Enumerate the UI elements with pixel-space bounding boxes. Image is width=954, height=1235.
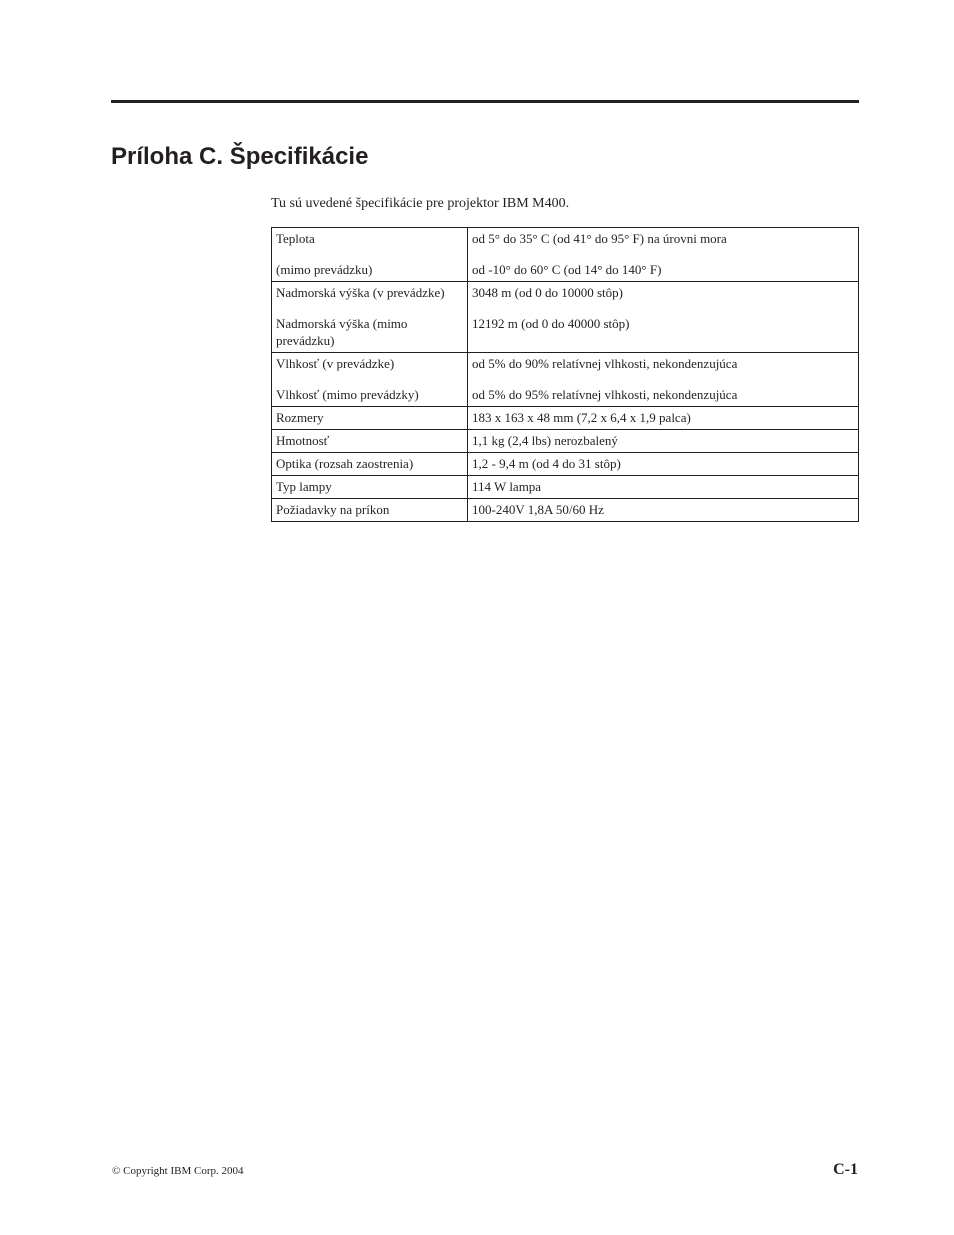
spec-value: 114 W lampa — [468, 476, 859, 499]
spec-label: Teplota — [276, 231, 315, 246]
table-row — [272, 228, 859, 282]
spec-label: Vlhkosť (v prevádzke) — [276, 356, 395, 371]
spec-value: od -10° do 60° C (od 14° do 140° F) — [472, 262, 662, 277]
spec-label: Rozmery — [272, 407, 468, 430]
page-title: Príloha C. Špecifikácie — [111, 143, 369, 170]
spec-label-cell — [272, 228, 468, 282]
table-row — [272, 453, 859, 476]
spec-value-cell — [468, 282, 859, 353]
spec-label: Vlhkosť (mimo prevádzky) — [276, 387, 419, 402]
spec-table — [271, 227, 859, 522]
page-number: C-1 — [833, 1161, 858, 1178]
table-row — [272, 282, 859, 353]
spec-label-cell — [272, 282, 468, 353]
table-row — [272, 407, 859, 430]
spec-label: Nadmorská výška (mimo prevádzku) — [276, 316, 408, 348]
intro-paragraph: Tu sú uvedené špecifikácie pre projektor IBM M400. — [271, 196, 570, 211]
spec-label-cell — [272, 353, 468, 407]
spec-label: (mimo prevádzku) — [276, 262, 373, 277]
spec-value-cell — [468, 228, 859, 282]
spec-value: 183 x 163 x 48 mm (7,2 x 6,4 x 1,9 palca) — [468, 407, 859, 430]
spec-value: od 5° do 35° C (od 41° do 95° F) na úrovni mora — [472, 231, 727, 246]
table-row — [272, 430, 859, 453]
footer-copyright: © Copyright IBM Corp. 2004 — [112, 1165, 244, 1177]
spec-label: Požiadavky na príkon — [272, 499, 468, 522]
spec-value: od 5% do 90% relatívnej vlhkosti, nekondenzujúca — [472, 356, 738, 371]
spec-value: 1,2 - 9,4 m (od 4 do 31 stôp) — [468, 453, 859, 476]
spec-value: 12192 m (od 0 do 40000 stôp) — [472, 316, 630, 331]
spec-label: Optika (rozsah zaostrenia) — [272, 453, 468, 476]
spec-label: Hmotnosť — [272, 430, 468, 453]
spec-value: od 5% do 95% relatívnej vlhkosti, nekondenzujúca — [472, 387, 738, 402]
spec-value-cell — [468, 353, 859, 407]
top-rule — [111, 100, 859, 103]
table-row — [272, 499, 859, 522]
spec-value: 1,1 kg (2,4 lbs) nerozbalený — [468, 430, 859, 453]
spec-label: Nadmorská výška (v prevádzke) — [276, 285, 445, 300]
table-row — [272, 353, 859, 407]
table-row — [272, 476, 859, 499]
spec-value: 100-240V 1,8A 50/60 Hz — [468, 499, 859, 522]
spec-label: Typ lampy — [272, 476, 468, 499]
spec-value: 3048 m (od 0 do 10000 stôp) — [472, 285, 623, 300]
